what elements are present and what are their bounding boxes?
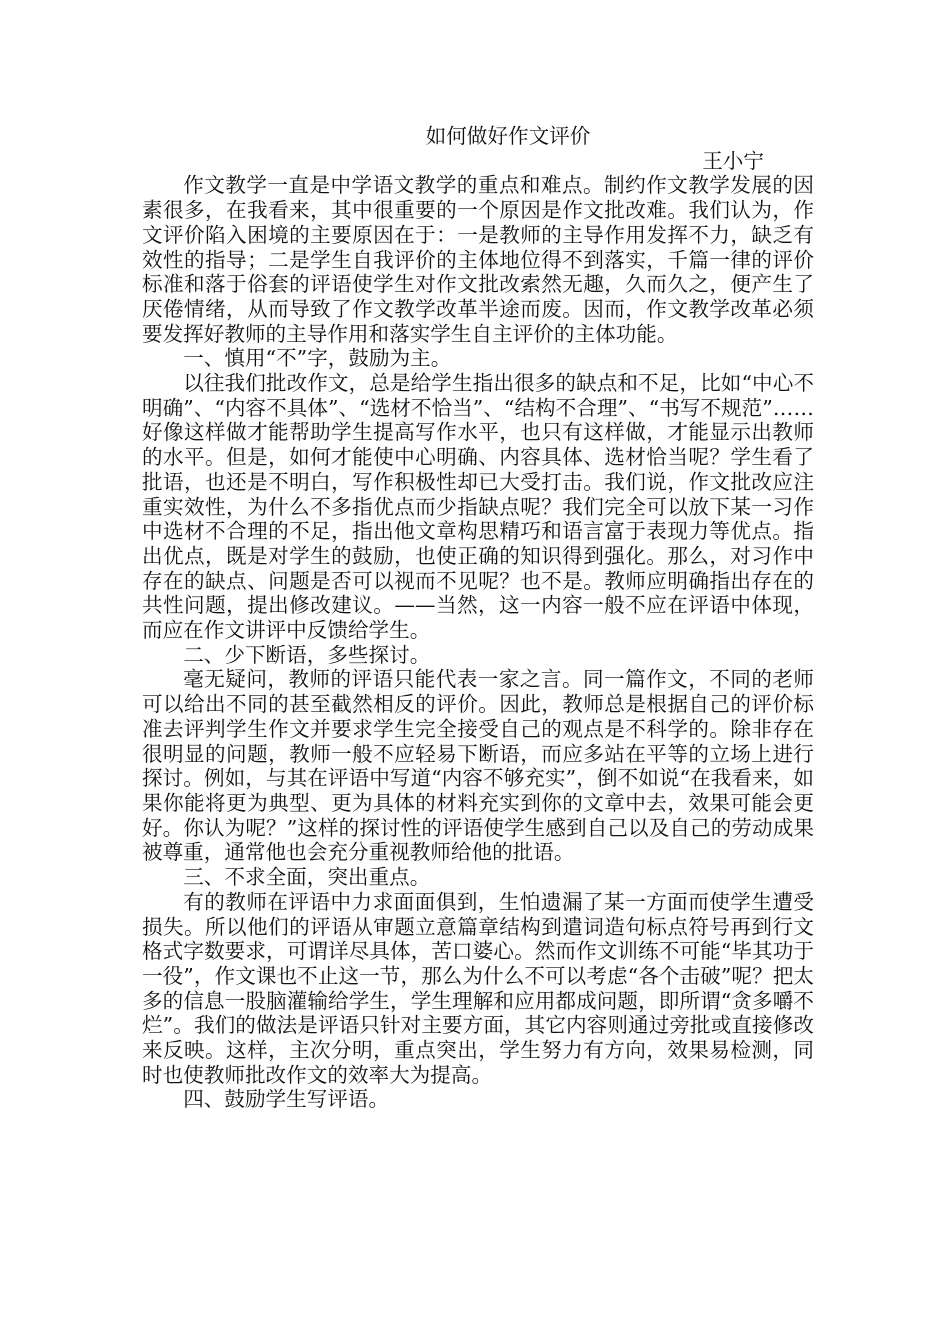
section-2-paragraph: 毫无疑问，教师的评语只能代表一家之言。同一篇作文，不同的老师可以给出不同的甚至截然相反的评价。因此，教师总是根据自己的评价标准去评判学生作文并要求学生完全接受自己的观点是不科学的。除非存在很明显的问题，教师一般不应轻易下断语，而应多站在平等的立场上进行探讨。例如，与其在评语中写道“内容不够充实”，倒不如说“在我看来，如果你能将更为典型、更为具体的材料充实到你的文章中去，效果可能会更好。你认为呢？”这样的探讨性的评语使学生感到自己以及自己的劳动成果被尊重，通常他也会充分重视教师给他的批语。 [142,667,814,865]
section-heading-1: 一、慎用“不”字，鼓励为主。 [183,346,452,371]
document-page [142,124,814,1112]
section-3-paragraph: 有的教师在评语中力求面面俱到，生怕遗漏了某一方面而使学生遭受损失。所以他们的评语从审题立意篇章结构到遣词造句标点符号再到行文格式字数要求，可谓详尽具体，苦口婆心。然而作文训练不可能“毕其功于一役”，作文课也不止这一节，那么为什么不可以考虑“各个击破”呢？把太多的信息一股脑灌输给学生，学生理解和应用都成问题，即所谓“贪多嚼不烂”。我们的做法是评语只针对主要方面，其它内容则通过旁批或直接修改来反映。这样，主次分明，重点突出，学生努力有方向，效果易检测，同时也使教师批改作文的效率大为提高。 [142,889,814,1087]
section-1-paragraph: 以往我们批改作文，总是给学生指出很多的缺点和不足，比如“中心不明确”、“内容不具体”、“选材不恰当”、“结构不合理”、“书写不规范”……好像这样做才能帮助学生提高写作水平，也只有这样做，才能显示出教师的水平。但是，如何才能使中心明确、内容具体、选材恰当呢？学生看了批语，也还是不明白，写作积极性却已大受打击。我们说，作文批改应注重实效性，为什么不多指优点而少指缺点呢？我们完全可以放下某一习作中选材不合理的不足，指出他文章构思精巧和语言富于表现力等优点。指出优点，既是对学生的鼓励，也使正确的知识得到强化。那么，对习作中存在的缺点、问题是否可以视而不见呢？也不是。教师应明确指出存在的共性问题，提出修改建议。——当然，这一内容一般不应在评语中体现，而应在作文讲评中反馈给学生。 [142,371,814,643]
section-heading-2: 二、少下断语，多些探讨。 [183,642,431,667]
document-author: 王小宁 [702,148,764,173]
section-heading-3: 三、不求全面，突出重点。 [183,865,431,890]
section-heading-4: 四、鼓励学生写评语。 [183,1087,390,1112]
document-title: 如何做好作文评价 [425,124,591,148]
intro-paragraph: 作文教学一直是中学语文教学的重点和难点。制约作文教学发展的因素很多，在我看来，其中很重要的一个原因是作文批改难。我们认为，作文评价陷入困境的主要原因在于：一是教师的主导作用发挥不力，缺乏有效性的指导；二是学生自我评价的主体地位得不到落实，千篇一律的评价标准和落于俗套的评语使学生对作文批改索然无趣，久而久之，便产生了厌倦情绪，从而导致了作文教学改革半途而废。因而，作文教学改革必须要发挥好教师的主导作用和落实学生自主评价的主体功能。 [142,173,814,346]
